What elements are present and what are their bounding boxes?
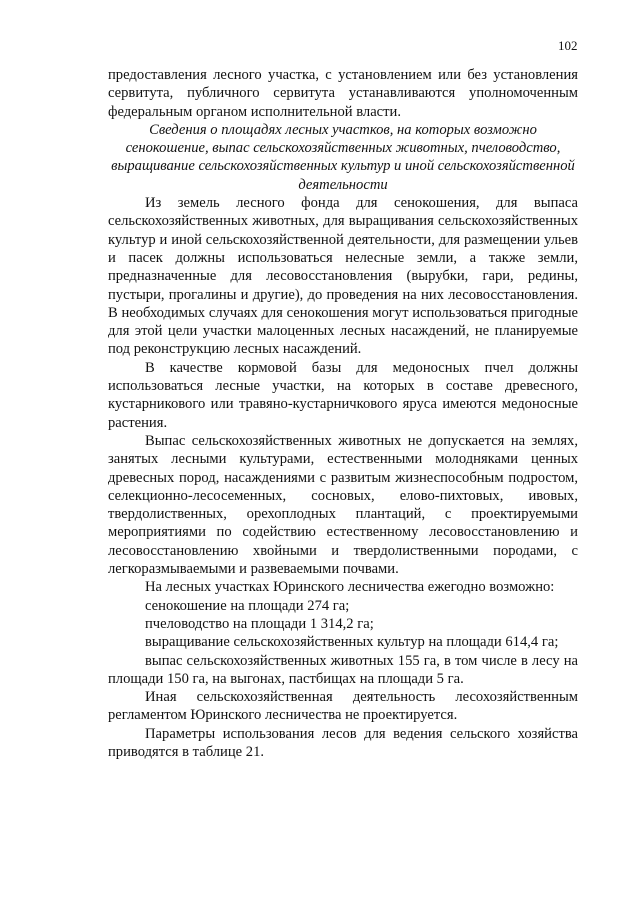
paragraph-annual-possible: На лесных участках Юринского лесничества ежегодно возможно: — [145, 579, 555, 596]
list-item-haymaking: сенокошение на площади 274 га; — [145, 597, 350, 614]
list-item-grazing: выпас сельскохозяйственных животных 155 га, в том числе в лесу на площади 150 га, на выгонах, пастбищах на площади 5 га. — [108, 652, 578, 687]
section-heading: Сведения о площадях лесных участков, на которых возможно сенокошение, выпас сельскохозяйственных животных, пчеловодство, выращивание сельскохозяйственных культур и иной сельскохозяйственной деятельности — [111, 121, 575, 193]
paragraph-grazing-restrictions: Выпас сельскохозяйственных животных не допускается на землях, занятых лесными культурами, естественными молодняками ценных древесных пород, насаждениями с развитым жизнеспособным подростом, селекционно-лесосеменных, сосновых, елово-пихтовых, ивовых, твердолиственных, орехоплодных плантаций, с проектируемыми мероприятиями по содействию естественному лесовосстановлению и лесовосстановлению хвойными и твердолиственными породами, с легкоразмываемыми и развеваемыми почвами. — [108, 432, 578, 578]
paragraph-table-reference: Параметры использования лесов для ведения сельского хозяйства приводятся в таблице 21. — [108, 725, 578, 760]
list-item-beekeeping: пчеловодство на площади 1 314,2 га; — [145, 615, 374, 632]
intro-paragraph: предоставления лесного участка, с установлением или без установления сервитута, публичного сервитута устанавливаются уполномоченным федеральным органом исполнительной власти. — [108, 67, 578, 120]
paragraph-bee-forage: В качестве кормовой базы для медоносных пчел должны использоваться лесные участки, на которых в составе древесного, кустарникового или травяно-кустарничкового яруса имеются медоносные растения. — [108, 359, 578, 431]
list-item-crops: выращивание сельскохозяйственных культур на площади 614,4 га; — [145, 634, 559, 651]
document-body — [108, 66, 578, 761]
page-number: 102 — [558, 38, 578, 53]
paragraph-land-use: Из земель лесного фонда для сенокошения, для выпаса сельскохозяйственных животных, для выращивания сельскохозяйственных культур и иной сельскохозяйственной деятельности, для размещении ульев и пасек должны использоваться нелесные земли, а также земли, предназначенные для лесовосстановления (вырубки, гари, редины, пустыри, прогалины и другие), до проведения на них лесовосстановления. В необходимых случаях для сенокошения могут использоваться пригодные для этой цели участки малоценных лесных насаждений, не планируемые под реконструкцию лесных насаждений. — [108, 195, 578, 358]
paragraph-other-activity: Иная сельскохозяйственная деятельность лесохозяйственным регламентом Юринского лесничества не проектируется. — [108, 689, 578, 724]
